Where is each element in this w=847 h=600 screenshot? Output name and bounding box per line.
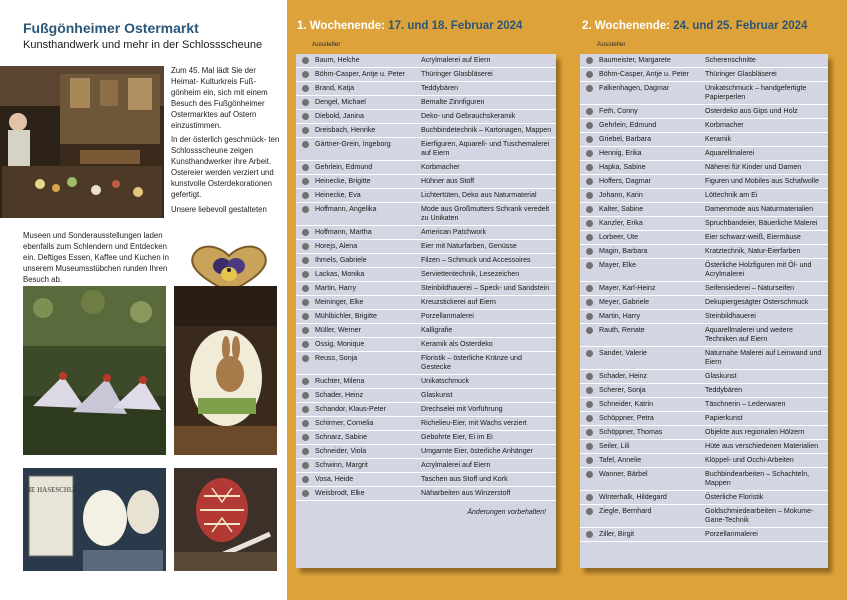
exhibitor-craft: Goldschmiedearbeiten – Mokume-Gane-Technik bbox=[705, 507, 814, 524]
exhibitor-row bbox=[580, 147, 828, 161]
bullet-icon bbox=[302, 490, 309, 497]
exhibitor-craft: Spruchbandeier, Bäuerliche Malerei bbox=[705, 219, 818, 227]
bullet-icon bbox=[302, 99, 309, 106]
exhibitor-craft: Richelieu-Eier, mit Wachs verziert bbox=[421, 419, 527, 427]
exhibitor-name: Wanner, Bärbel bbox=[599, 470, 648, 478]
weekend-2-exhibitor-list bbox=[580, 54, 828, 568]
bullet-icon bbox=[586, 122, 593, 129]
intro-paragraph-3a: Unsere liebevoll gestalteten bbox=[171, 204, 267, 214]
exhibitor-row bbox=[296, 375, 556, 389]
bullet-icon bbox=[586, 457, 593, 464]
exhibitor-craft: Taschen aus Stoff und Kork bbox=[421, 475, 508, 483]
exhibitor-row bbox=[580, 310, 828, 324]
exhibitor-craft: Dekupiergesägter Osterschmuck bbox=[705, 298, 809, 306]
exhibitor-row bbox=[580, 54, 828, 68]
exhibitor-name: Lackas, Monika bbox=[315, 270, 365, 278]
exhibitor-name: Müller, Werner bbox=[315, 326, 361, 334]
exhibitor-name: Schneider, Katrin bbox=[599, 400, 654, 408]
exhibitor-name: Schnarz, Sabine bbox=[315, 433, 368, 441]
exhibitor-row bbox=[296, 161, 556, 175]
exhibitor-name: Vosa, Heide bbox=[315, 475, 354, 483]
decorated-egg-photo bbox=[174, 468, 277, 571]
exhibitor-row bbox=[296, 403, 556, 417]
changes-reserved-note: Änderungen vorbehalten! bbox=[467, 509, 546, 516]
bullet-icon bbox=[586, 531, 593, 538]
exhibitor-name: Falkenhagen, Dagmar bbox=[599, 84, 670, 92]
weekend-1-exhibitor-list bbox=[296, 54, 556, 568]
bullet-icon bbox=[586, 313, 593, 320]
exhibitor-name: Lorbeer, Ute bbox=[599, 233, 639, 241]
exhibitor-name: Meininger, Elke bbox=[315, 298, 364, 306]
exhibitor-craft: Klöppel- und Occhi-Arbeiten bbox=[705, 456, 794, 464]
exhibitor-name: Griebel, Barbara bbox=[599, 135, 652, 143]
exhibitor-craft: Täschnerin – Lederwaren bbox=[705, 400, 786, 408]
exhibitor-row bbox=[296, 473, 556, 487]
exhibitor-row bbox=[296, 68, 556, 82]
exhibitor-name: Hoffmann, Angelika bbox=[315, 205, 377, 213]
exhibitor-craft: Thüringer Glasbläserei bbox=[705, 70, 777, 78]
exhibitor-craft: Glaskunst bbox=[421, 391, 453, 399]
exhibitor-name: Böhm-Casper, Antje u. Peter bbox=[315, 70, 405, 78]
exhibitor-row bbox=[580, 426, 828, 440]
bullet-icon bbox=[586, 108, 593, 115]
bullet-icon bbox=[302, 178, 309, 185]
exhibitor-craft: Floristik – österliche Kränze und Gestecke bbox=[421, 354, 522, 371]
exhibitor-craft: Damenmode aus Naturmaterialien bbox=[705, 205, 814, 213]
exhibitor-row bbox=[296, 459, 556, 473]
bullet-icon bbox=[302, 243, 309, 250]
exhibitor-name: Dreisbach, Henrike bbox=[315, 126, 376, 134]
exhibitor-name: Mühlbichler, Brigitte bbox=[315, 312, 377, 320]
bullet-icon bbox=[302, 192, 309, 199]
bullet-icon bbox=[586, 429, 593, 436]
bullet-icon bbox=[302, 285, 309, 292]
bullet-icon bbox=[302, 206, 309, 213]
bullet-icon bbox=[302, 420, 309, 427]
bullet-icon bbox=[586, 327, 593, 334]
exhibitor-row bbox=[296, 487, 556, 501]
exhibitor-name: Meyer, Gabriele bbox=[599, 298, 650, 306]
exhibitor-row bbox=[296, 324, 556, 338]
exhibitor-name: Schöppner, Petra bbox=[599, 414, 654, 422]
exhibitor-craft: Hühner aus Stoff bbox=[421, 177, 475, 185]
exhibitor-row bbox=[580, 82, 828, 105]
bullet-icon bbox=[302, 141, 309, 148]
exhibitor-craft: Naturnahe Malerei auf Leinwand und Eiern bbox=[705, 349, 822, 366]
exhibitor-craft: Osterdeko aus Gips und Holz bbox=[705, 107, 798, 115]
exhibitor-row bbox=[580, 133, 828, 147]
exhibitor-craft: Buchbindearbeiten – Schachteln, Mappen bbox=[705, 470, 810, 487]
exhibitor-name: Reuss, Sonja bbox=[315, 354, 358, 362]
bullet-icon bbox=[586, 401, 593, 408]
exhibitor-name: Ihmels, Gabriele bbox=[315, 256, 367, 264]
bullet-icon bbox=[302, 355, 309, 362]
exhibitor-craft: Serviettentechnik, Lesezeichen bbox=[421, 270, 520, 278]
weekend-2-exhibitors-label: Aussteller bbox=[597, 41, 626, 48]
exhibitor-name: Schader, Heinz bbox=[315, 391, 364, 399]
exhibitor-craft: Keramik als Osterdeko bbox=[421, 340, 493, 348]
exhibitor-name: Schneider, Viola bbox=[315, 447, 367, 455]
exhibitor-row bbox=[296, 389, 556, 403]
exhibitor-row bbox=[296, 240, 556, 254]
exhibitor-row bbox=[296, 310, 556, 324]
exhibitor-craft: Kreuzstickerei auf Eiern bbox=[421, 298, 496, 306]
exhibitor-row bbox=[296, 189, 556, 203]
exhibitor-row bbox=[296, 175, 556, 189]
bullet-icon bbox=[302, 127, 309, 134]
bullet-icon bbox=[302, 476, 309, 483]
bullet-icon bbox=[302, 434, 309, 441]
exhibitor-name: Mayer, Elke bbox=[599, 261, 637, 269]
exhibitor-row bbox=[580, 491, 828, 505]
bullet-icon bbox=[302, 448, 309, 455]
exhibitor-craft: Thüringer Glasbläserei bbox=[421, 70, 493, 78]
exhibitor-craft: Eier mit Naturfarben, Genüsse bbox=[421, 242, 517, 250]
bullet-icon bbox=[302, 462, 309, 469]
exhibitor-name: Horejs, Alena bbox=[315, 242, 358, 250]
exhibitor-row bbox=[296, 282, 556, 296]
weekend-1-label: 1. Wochenende: bbox=[297, 20, 385, 32]
page-subtitle: Kunsthandwerk und mehr in der Schlossscheune bbox=[23, 39, 263, 51]
exhibitor-craft: Bemalte Zinnfiguren bbox=[421, 98, 485, 106]
exhibitor-row bbox=[296, 445, 556, 459]
bullet-icon bbox=[586, 57, 593, 64]
exhibitor-name: Feth, Conny bbox=[599, 107, 638, 115]
exhibitor-craft: Teddybären bbox=[705, 386, 743, 394]
exhibitor-craft: Eier schwarz-weiß, Eiermäuse bbox=[705, 233, 801, 241]
weekend-2-heading bbox=[582, 20, 807, 32]
bullet-icon bbox=[302, 406, 309, 413]
exhibitor-name: Baum, Helche bbox=[315, 56, 360, 64]
exhibitor-craft: Filzen – Schmuck und Accessoires bbox=[421, 256, 531, 264]
exhibitor-craft: Keramik bbox=[705, 135, 732, 143]
exhibitor-name: Brand, Katja bbox=[315, 84, 355, 92]
bullet-icon bbox=[302, 164, 309, 171]
bullet-icon bbox=[586, 206, 593, 213]
exhibitor-row bbox=[296, 268, 556, 282]
bullet-icon bbox=[586, 248, 593, 255]
exhibitor-craft: Unikatschmuck bbox=[421, 377, 470, 385]
exhibitor-craft: Umgarnte Eier, österliche Anhänger bbox=[421, 447, 533, 455]
exhibitor-craft: Kalligrafie bbox=[421, 326, 453, 334]
intro-paragraph-1: Zum 45. Mal lädt Sie der Heimat- Kulturkreis Fuß- gönheim ein, sich mit einem Besuch des Fußgönheimer Ostermarktes auf Ostern einzustimmen. bbox=[171, 66, 268, 130]
exhibitor-craft: Hüte aus verschiedenen Materialien bbox=[705, 442, 819, 450]
exhibitor-name: Schader, Heinz bbox=[599, 372, 648, 380]
exhibitor-craft: Drechselei mit Vorführung bbox=[421, 405, 503, 413]
exhibitor-craft: Papierkunst bbox=[705, 414, 743, 422]
exhibitor-craft: Näharbeiten aus Winzerstoff bbox=[421, 489, 511, 497]
exhibitor-name: Ziller, Birgit bbox=[599, 530, 635, 538]
exhibitor-row bbox=[296, 82, 556, 96]
bullet-icon bbox=[586, 164, 593, 171]
book-title-text: DIE HASESCHUL bbox=[23, 486, 79, 494]
weekend-1-heading bbox=[297, 20, 522, 32]
exhibitor-row bbox=[580, 217, 828, 231]
exhibitor-row bbox=[296, 226, 556, 240]
exhibitor-name: Winterhalk, Hildegard bbox=[599, 493, 667, 501]
exhibitor-craft: Korbmacher bbox=[421, 163, 460, 171]
exhibitor-row bbox=[296, 54, 556, 68]
exhibitor-craft: Acrylmalerei auf Eiern bbox=[421, 461, 491, 469]
exhibitor-name: Weisbrodt, Elke bbox=[315, 489, 365, 497]
exhibitor-row bbox=[580, 175, 828, 189]
exhibitor-row bbox=[580, 528, 828, 542]
bullet-icon bbox=[586, 178, 593, 185]
exhibitor-row bbox=[580, 296, 828, 310]
exhibitor-row bbox=[580, 161, 828, 175]
exhibitor-name: Hoffmann, Martha bbox=[315, 228, 372, 236]
exhibitor-craft: Eierfiguren, Aquarell- und Tuschemalerei auf Eiern bbox=[421, 140, 550, 157]
exhibitor-row bbox=[296, 431, 556, 445]
bullet-icon bbox=[586, 285, 593, 292]
exhibitor-row bbox=[580, 454, 828, 468]
exhibitor-craft: Deko- und Gebrauchskeramik bbox=[421, 112, 516, 120]
fabric-hens-photo bbox=[23, 286, 166, 455]
exhibitor-craft: Objekte aus regionalen Hölzern bbox=[705, 428, 805, 436]
exhibitor-name: Böhm-Casper, Antje u. Peter bbox=[599, 70, 689, 78]
exhibitor-name: Ziegle, Bernhard bbox=[599, 507, 652, 515]
exhibitor-name: Martin, Harry bbox=[315, 284, 356, 292]
bullet-icon bbox=[302, 71, 309, 78]
exhibitor-row bbox=[296, 352, 556, 375]
bullet-icon bbox=[586, 192, 593, 199]
exhibitor-name: Tafel, Annelie bbox=[599, 456, 642, 464]
exhibitor-craft: Unikatschmuck – handgefertigte Papierperlen bbox=[705, 84, 807, 101]
exhibitor-craft: American Patchwork bbox=[421, 228, 487, 236]
exhibitor-craft: Acrylmalerei auf Eiern bbox=[421, 56, 491, 64]
exhibitor-row bbox=[580, 398, 828, 412]
exhibitor-row bbox=[580, 203, 828, 217]
exhibitor-craft: Aquarellmalerei bbox=[705, 149, 755, 157]
exhibitor-name: Gehrlein, Edmund bbox=[315, 163, 373, 171]
bullet-icon bbox=[302, 85, 309, 92]
exhibitor-name: Ruchter, Milena bbox=[315, 377, 365, 385]
bullet-icon bbox=[586, 387, 593, 394]
exhibitor-craft: Scherenschnitte bbox=[705, 56, 756, 64]
exhibitor-row bbox=[580, 370, 828, 384]
exhibitor-name: Dengel, Michael bbox=[315, 98, 366, 106]
bullet-icon bbox=[302, 57, 309, 64]
exhibitor-row bbox=[580, 231, 828, 245]
exhibitor-name: Heinecke, Eva bbox=[315, 191, 361, 199]
exhibitor-craft: Porzellanmalerei bbox=[421, 312, 474, 320]
exhibitor-name: Martin, Harry bbox=[599, 312, 640, 320]
exhibitor-row bbox=[296, 203, 556, 226]
exhibitor-row bbox=[580, 282, 828, 296]
exhibitor-row bbox=[580, 440, 828, 454]
exhibitor-name: Scherer, Sonja bbox=[599, 386, 646, 394]
bullet-icon bbox=[586, 373, 593, 380]
exhibitor-name: Ossig, Monique bbox=[315, 340, 365, 348]
exhibitor-row bbox=[580, 412, 828, 426]
weekend-2-dates: 24. und 25. Februar 2024 bbox=[673, 20, 808, 32]
exhibitor-craft: Lichtertüten, Deko aus Naturmaterial bbox=[421, 191, 537, 199]
exhibitor-name: Schöppner, Thomas bbox=[599, 428, 663, 436]
exhibitor-row bbox=[580, 468, 828, 491]
bullet-icon bbox=[586, 494, 593, 501]
exhibitor-craft: Porzellanmalerei bbox=[705, 530, 758, 538]
exhibitor-name: Sander, Valerie bbox=[599, 349, 647, 357]
exhibitor-name: Baumeister, Margarete bbox=[599, 56, 671, 64]
exhibitor-name: Magin, Barbara bbox=[599, 247, 648, 255]
exhibitor-name: Diebold, Janina bbox=[315, 112, 364, 120]
intro-text bbox=[171, 66, 283, 216]
exhibitor-row bbox=[580, 505, 828, 528]
bullet-icon bbox=[586, 234, 593, 241]
exhibitor-row bbox=[296, 254, 556, 268]
bullet-icon bbox=[586, 508, 593, 515]
intro-paragraph-2: In der österlich geschmück- ten Schlossscheune zeigen Kunsthandwerker ihre Arbeit. Ostereier werden verziert und kunstvolle Osterdekorationen gefertigt. bbox=[171, 135, 280, 199]
exhibitor-craft: Gebohrte Eier, Ei im Ei bbox=[421, 433, 493, 441]
bullet-icon bbox=[302, 341, 309, 348]
exhibitor-craft: Buchbindetechnik – Kartonagen, Mappen bbox=[421, 126, 552, 134]
exhibitor-craft: Korbmacher bbox=[705, 121, 744, 129]
bullet-icon bbox=[302, 271, 309, 278]
exhibitor-row bbox=[580, 245, 828, 259]
exhibitor-row bbox=[580, 384, 828, 398]
bullet-icon bbox=[586, 220, 593, 227]
intro-text-continued: Museen und Sonderausstellungen laden ebenfalls zum Schlendern und Entdecken ein. Deftiges Essen, Kaffee und Kuchen in unserem Museumsstübchen runden Ihren Besuch ab. bbox=[23, 231, 169, 284]
exhibitor-row bbox=[580, 324, 828, 347]
book-eggs-photo bbox=[23, 468, 166, 571]
exhibitor-name: Schandor, Klaus-Peter bbox=[315, 405, 386, 413]
exhibitor-row bbox=[580, 259, 828, 282]
exhibitor-name: Hapka, Sabine bbox=[599, 163, 646, 171]
bullet-icon bbox=[586, 85, 593, 92]
exhibitor-craft: Mode aus Großmutters Schrank veredelt zu Unikaten bbox=[421, 205, 550, 222]
exhibitor-name: Kalter, Sabine bbox=[599, 205, 644, 213]
exhibitor-name: Schirmer, Cornelia bbox=[315, 419, 374, 427]
exhibitor-name: Hennig, Erika bbox=[599, 149, 642, 157]
exhibitor-craft: Näherei für Kinder und Damen bbox=[705, 163, 802, 171]
weekend-2-label: 2. Wochenende: bbox=[582, 20, 670, 32]
exhibitor-row bbox=[296, 110, 556, 124]
exhibitor-name: Mayer, Karl-Heinz bbox=[599, 284, 656, 292]
exhibitor-row bbox=[296, 124, 556, 138]
exhibitor-craft: Aquarellmalerei und weitere Techniken auf Eiern bbox=[705, 326, 793, 343]
bullet-icon bbox=[302, 257, 309, 264]
painted-egg-photo bbox=[174, 286, 277, 455]
bullet-icon bbox=[302, 299, 309, 306]
exhibitor-name: Heinecke, Brigitte bbox=[315, 177, 371, 185]
exhibitor-craft: Seifensiederei – Naturseifen bbox=[705, 284, 795, 292]
exhibitor-row bbox=[296, 338, 556, 352]
weekend-1-exhibitors-label: Aussteller bbox=[312, 41, 341, 48]
exhibitor-row bbox=[580, 68, 828, 82]
exhibitor-craft: Österliche Holzfiguren mit Öl- und Acrylmalerei bbox=[705, 261, 812, 278]
bullet-icon bbox=[302, 113, 309, 120]
bullet-icon bbox=[586, 471, 593, 478]
bullet-icon bbox=[586, 443, 593, 450]
exhibitor-craft: Steinbildhauerei – Speck- und Sandstein bbox=[421, 284, 550, 292]
exhibitor-name: Hoffers, Dagmar bbox=[599, 177, 651, 185]
exhibitor-row bbox=[296, 417, 556, 431]
bullet-icon bbox=[586, 262, 593, 269]
bullet-icon bbox=[586, 350, 593, 357]
market-stall-photo bbox=[0, 66, 164, 218]
exhibitor-row bbox=[580, 105, 828, 119]
exhibitor-name: Johann, Karin bbox=[599, 191, 643, 199]
exhibitor-name: Kanzler, Erika bbox=[599, 219, 643, 227]
exhibitor-row bbox=[296, 96, 556, 110]
exhibitor-craft: Teddybären bbox=[421, 84, 459, 92]
bullet-icon bbox=[302, 313, 309, 320]
weekend-1-dates: 17. und 18. Februar 2024 bbox=[388, 20, 523, 32]
exhibitor-craft: Kratztechnik, Natur-Eierfarben bbox=[705, 247, 801, 255]
exhibitor-craft: Figuren und Mobiles aus Schafwolle bbox=[705, 177, 819, 185]
bullet-icon bbox=[586, 150, 593, 157]
exhibitor-craft: Österliche Floristik bbox=[705, 493, 764, 501]
bullet-icon bbox=[302, 229, 309, 236]
exhibitor-name: Rauth, Renate bbox=[599, 326, 645, 334]
exhibitor-craft: Glaskunst bbox=[705, 372, 737, 380]
exhibitor-name: Seiler, Lili bbox=[599, 442, 630, 450]
exhibitor-name: Schwinn, Margrit bbox=[315, 461, 368, 469]
exhibitor-name: Gehrlein, Edmund bbox=[599, 121, 657, 129]
bullet-icon bbox=[586, 299, 593, 306]
bullet-icon bbox=[586, 136, 593, 143]
page-title: Fußgönheimer Ostermarkt bbox=[23, 20, 199, 36]
exhibitor-row bbox=[580, 119, 828, 133]
exhibitor-craft: Löttechnik am Ei bbox=[705, 191, 758, 199]
exhibitor-row bbox=[580, 189, 828, 203]
bullet-icon bbox=[586, 71, 593, 78]
bullet-icon bbox=[586, 415, 593, 422]
bullet-icon bbox=[302, 327, 309, 334]
exhibitor-row bbox=[580, 347, 828, 370]
exhibitor-name: Gärtner-Grein, Ingeborg bbox=[315, 140, 391, 148]
bullet-icon bbox=[302, 378, 309, 385]
exhibitor-craft: Steinbildhauerei bbox=[705, 312, 756, 320]
exhibitor-row bbox=[296, 138, 556, 161]
bullet-icon bbox=[302, 392, 309, 399]
exhibitor-row bbox=[296, 296, 556, 310]
